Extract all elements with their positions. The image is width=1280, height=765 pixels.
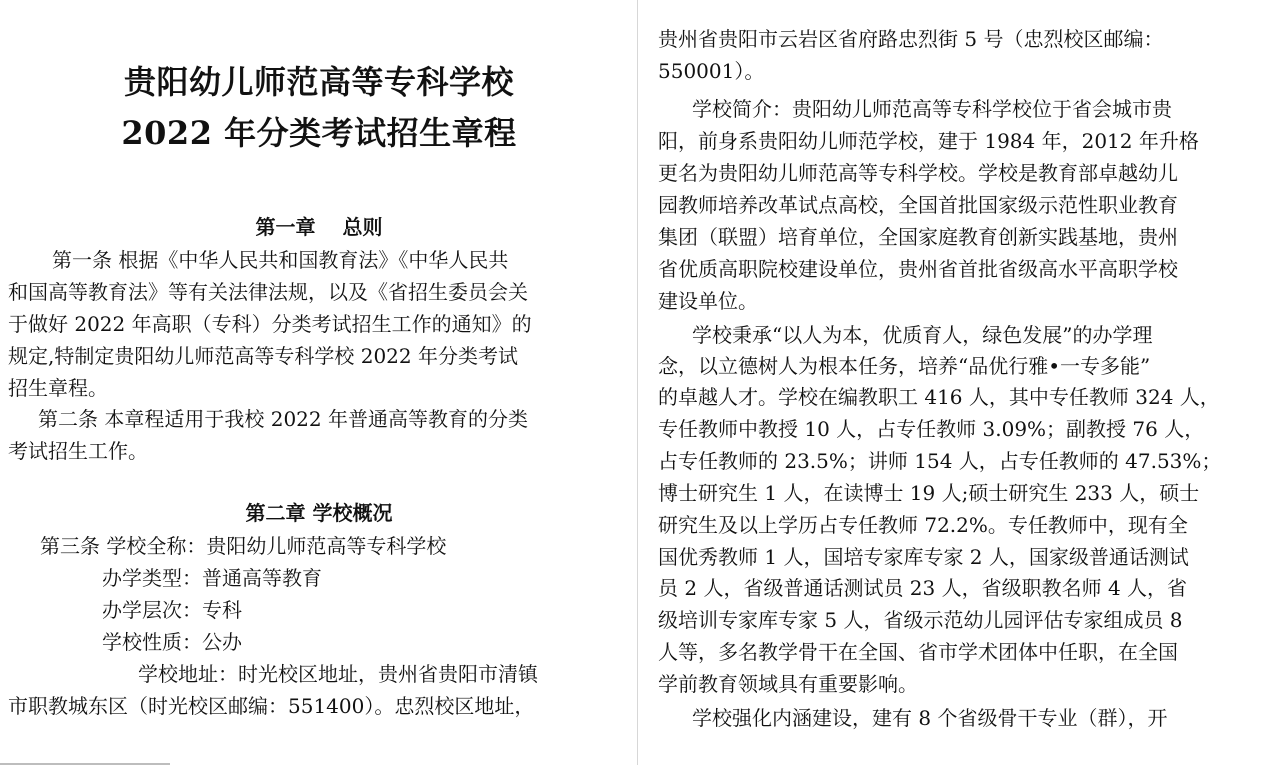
right-text-line-20: 人等，多名教学骨干在全国、省市学术团体中任职，在全国 bbox=[658, 640, 1178, 664]
right-text-line-12: 的卓越人才。学校在编教职工 416 人，其中专任教师 324 人， bbox=[658, 385, 1220, 409]
chapter-heading-general-provisions: 第一章 总则 bbox=[255, 215, 383, 239]
right-text-line-15: 博士研究生 1 人，在读博士 19 人;硕士研究生 233 人，硕士 bbox=[658, 481, 1200, 505]
right-text-line-4: 阳，前身系贵阳幼儿师范学校，建于 1984 年，2012 年升格 bbox=[658, 129, 1199, 153]
left-text-line-9: 办学类型：普通高等教育 bbox=[102, 566, 322, 590]
left-text-line-4: 规定,特制定贵阳幼儿师范高等专科学校 2022 年分类考试 bbox=[8, 344, 518, 368]
left-document-page bbox=[0, 0, 638, 765]
right-document-page bbox=[640, 0, 1280, 765]
left-text-line-6: 第二条 本章程适用于我校 2022 年普通高等教育的分类 bbox=[38, 407, 528, 431]
right-text-line-16: 研究生及以上学历占专任教师 72.2%。专任教师中，现有全 bbox=[658, 513, 1188, 537]
left-text-line-10: 办学层次：专科 bbox=[102, 598, 242, 622]
left-text-line-3: 于做好 2022 年高职（专科）分类考试招生工作的通知》的 bbox=[8, 312, 532, 336]
right-text-line-6: 园教师培养改革试点高校，全国首批国家级示范性职业教育 bbox=[658, 193, 1178, 217]
page-divider bbox=[637, 0, 638, 765]
left-text-line-12: 学校地址：时光校区地址，贵州省贵阳市清镇 bbox=[138, 662, 538, 686]
left-text-line-5: 招生章程。 bbox=[8, 376, 108, 400]
left-text-line-11: 学校性质：公办 bbox=[102, 630, 242, 654]
right-text-line-13: 专任教师中教授 10 人，占专任教师 3.09%；副教授 76 人， bbox=[658, 417, 1205, 441]
right-text-line-14: 占专任教师的 23.5%；讲师 154 人，占专任教师的 47.53%； bbox=[658, 449, 1222, 473]
right-text-line-17: 国优秀教师 1 人，国培专家库专家 2 人，国家级普通话测试 bbox=[658, 545, 1189, 569]
document-title-line-2: 2022 年分类考试招生章程 bbox=[121, 114, 517, 152]
right-text-line-3: 学校简介：贵阳幼儿师范高等专科学校位于省会城市贵 bbox=[692, 97, 1172, 121]
document-title-line-1: 贵阳幼儿师范高等专科学校 bbox=[123, 63, 514, 101]
chapter-heading-school-overview: 第二章 学校概况 bbox=[245, 501, 393, 525]
left-text-line-1: 第一条 根据《中华人民共和国教育法》《中华人民共 bbox=[52, 248, 509, 272]
right-text-line-8: 省优质高职院校建设单位，贵州省首批省级高水平高职学校 bbox=[658, 257, 1178, 281]
left-text-line-13: 市职教城东区（时光校区邮编：551400）。忠烈校区地址， bbox=[8, 694, 535, 718]
right-text-line-1: 贵州省贵阳市云岩区省府路忠烈街 5 号（忠烈校区邮编： bbox=[658, 27, 1164, 51]
right-text-line-11: 念，以立德树人为根本任务，培养“品优行雅•一专多能” bbox=[658, 354, 1151, 378]
right-text-line-18: 员 2 人，省级普通话测试员 23 人，省级职教名师 4 人，省 bbox=[658, 576, 1188, 600]
right-text-line-21: 学前教育领域具有重要影响。 bbox=[658, 672, 918, 696]
right-text-line-7: 集团（联盟）培育单位，全国家庭教育创新实践基地，贵州 bbox=[658, 225, 1178, 249]
left-text-line-7: 考试招生工作。 bbox=[8, 439, 148, 463]
right-text-line-2: 550001）。 bbox=[658, 59, 765, 83]
left-text-line-8: 第三条 学校全称：贵阳幼儿师范高等专科学校 bbox=[40, 534, 447, 558]
right-text-line-19: 级培训专家库专家 5 人，省级示范幼儿园评估专家组成员 8 bbox=[658, 608, 1183, 632]
right-text-line-9: 建设单位。 bbox=[658, 289, 758, 313]
right-text-line-22: 学校强化内涵建设，建有 8 个省级骨干专业（群），开 bbox=[692, 706, 1168, 730]
right-text-line-5: 更名为贵阳幼儿师范高等专科学校。学校是教育部卓越幼儿 bbox=[658, 161, 1178, 185]
left-text-line-2: 和国高等教育法》等有关法律法规，以及《省招生委员会关 bbox=[8, 280, 528, 304]
right-text-line-10: 学校秉承“以人为本，优质育人，绿色发展”的办学理 bbox=[692, 323, 1153, 347]
